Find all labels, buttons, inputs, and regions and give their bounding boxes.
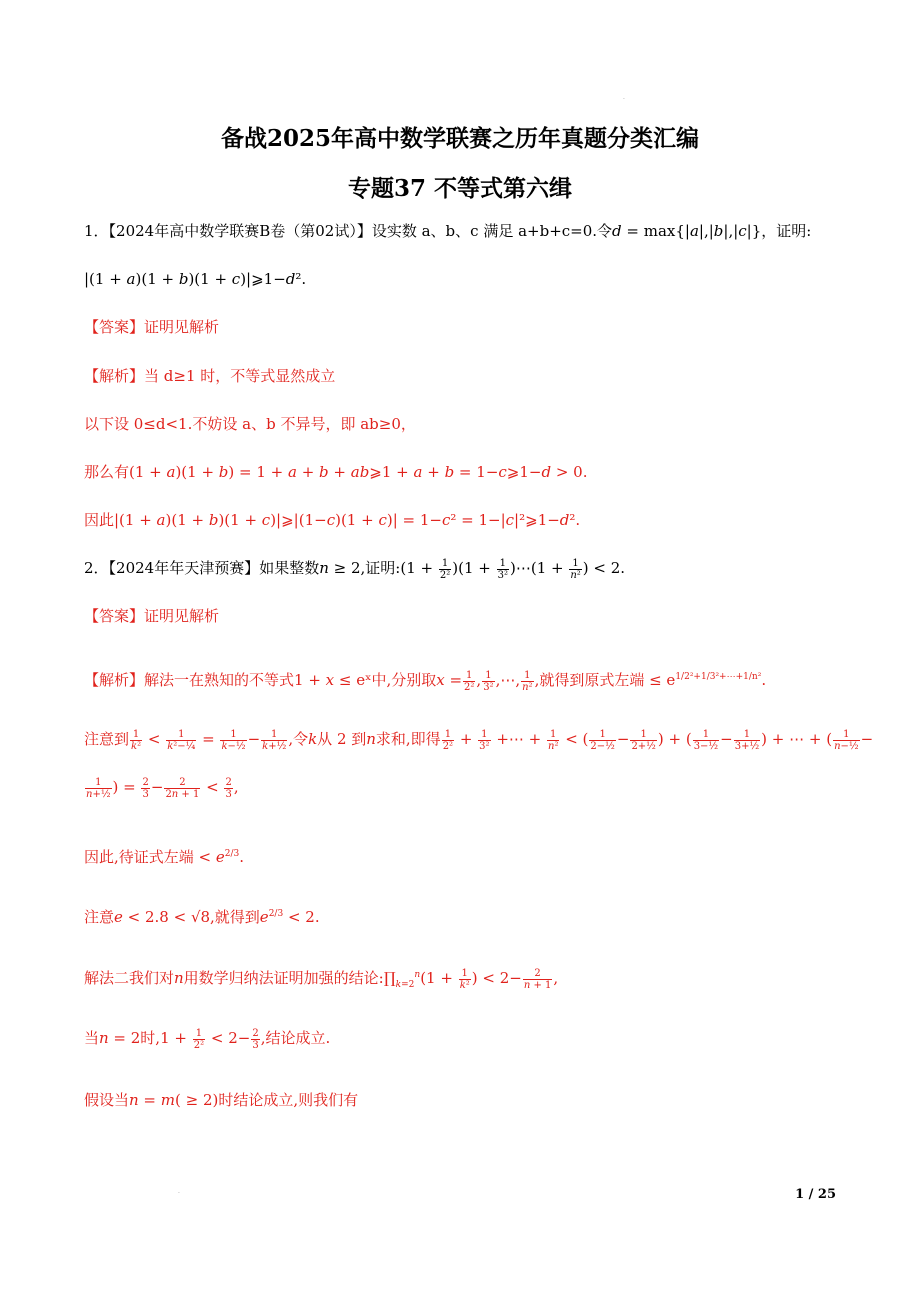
analysis-text: 当𝑛 = 2时,1 +	[84, 1029, 187, 1047]
analysis-text: 注意𝑒 < 2.8 < √8,就得到𝑒	[84, 908, 269, 926]
analysis-text: 因此,待证式左端 < 𝑒	[84, 848, 225, 866]
analysis-text: 解法二我们对𝑛用数学归纳法证明加强的结论:∏	[84, 969, 396, 987]
document-subtitle: 专题37 不等式第六缉	[347, 175, 572, 202]
analysis-tag: 【解析】	[84, 367, 145, 385]
problem-2-analysis-line-1: 【解析】解法一在熟知的不等式1 + 𝑥 ≤ eˣ中,分别取𝑥 = $\frac{1}{\text{2²}}$ , $\frac{1}{\text{3²}}$ ,⋯, $\frac{1}{\text{𝑛²}}$ ,就得到原式左端 ≤ $e^{1/2^2+1/3^2+\cdots+1/n^2}$.	[84, 669, 767, 693]
analysis-text: 解法一在熟知的不等式1 + 𝑥 ≤ eˣ中,分别取𝑥 =	[144, 671, 463, 689]
problem-source: 【2024年高中数学联赛B卷（第02试）】	[108, 222, 372, 240]
problem-2-analysis-line-3: $\frac{1}{\text{𝑛+½}}$ ) = $\frac{2}{3}$ − $\frac{2}{\text{2𝑛 + 1}}$ < $\frac{2}{3}$ ,	[86, 776, 239, 800]
analysis-text-tail: < 2.	[283, 908, 320, 926]
stray-dot: ·	[178, 1190, 180, 1197]
problem-2-answer	[84, 605, 219, 627]
problem-number: 1．	[84, 222, 109, 240]
problem-source: 【2024年年天津预赛】	[108, 559, 260, 577]
problem-2-analysis-line-6: 解法二我们对𝑛用数学归纳法证明加强的结论$:\prod_{𝑘=2}^𝑛(1$ + $\frac{1}{\text{𝑘²}}$ ) < 2− $\frac{2}{\text{𝑛 + 1}}$ ,	[84, 967, 559, 991]
problem-1-analysis-line-1	[84, 365, 335, 387]
problem-2-analysis-line-5: 注意𝑒 < 2.8 < √8,就得到𝑒$^{2/3}$ < 2.	[84, 908, 320, 926]
analysis-tag: 【解析】	[84, 671, 145, 689]
problem-1-answer	[84, 316, 219, 338]
stray-dot: ·	[623, 96, 625, 103]
analysis-text: 注意到	[84, 730, 130, 748]
problem-2-analysis-line-8: 假设当𝑛 = 𝑚( ≥ 2)时结论成立,则我们有	[84, 1091, 359, 1109]
document-title: 备战2025年高中数学联赛之历年真题分类汇编	[220, 125, 699, 152]
problem-1-statement	[84, 220, 811, 242]
analysis-text-mid: ,令𝑘从 2 到𝑛求和,即得	[288, 730, 441, 748]
analysis-text-tail: ,就得到原式左端 ≤ e	[534, 671, 676, 689]
problem-2-analysis-line-4: 因此,待证式左端 < 𝑒$^{2/3}$.	[84, 848, 245, 866]
answer-tag: 【答案】	[84, 607, 145, 625]
problem-1-analysis-line-3: 那么有(1 + 𝑎)(1 + 𝑏) = 1 + 𝑎 + 𝑏 + 𝑎𝑏⩾1 + 𝑎 + 𝑏 = 1−𝑐⩾1−𝑑 > 0.	[84, 463, 588, 481]
page-number: 1 / 25	[795, 1187, 836, 1202]
exponent-sum: 1/2²+1/3²+⋯+1/n²	[675, 672, 762, 682]
problem-2-statement	[84, 557, 625, 581]
answer-text: 证明见解析	[144, 607, 220, 625]
answer-text: 证明见解析	[144, 318, 220, 336]
problem-1-inequality: |(1 + 𝑎)(1 + 𝑏)(1 + 𝑐)|⩾1−𝑑².	[84, 270, 307, 288]
problem-text: 如果整数𝑛 ≥ 2,证明:	[259, 559, 401, 577]
analysis-text: 当 d≥1 时，不等式显然成立	[144, 367, 336, 385]
product-expression: (1 + $\frac{1}{\text{2²}}$ )(1 + $\frac{1}{\text{3²}}$ )⋯(1 + $\frac{1}{\text{𝑛²}}$ )	[400, 557, 594, 581]
problem-1-analysis-line-2: 以下设 0≤d<1.不妨设 a、b 不异号，即 ab≥0，	[84, 415, 416, 433]
problem-text-tail: < 2.	[593, 559, 626, 577]
answer-tag: 【答案】	[84, 318, 145, 336]
problem-text: 设实数 a、b、c 满足 a+b+c=0.令𝑑 = max{|𝑎|,|𝑏|,|𝑐|}，证明:	[371, 222, 812, 240]
problem-1-analysis-line-4: 因此|(1 + 𝑎)(1 + 𝑏)(1 + 𝑐)|⩾|(1−𝑐)(1 + 𝑐)| = 1−𝑐² = 1−|𝑐|²⩾1−𝑑².	[84, 511, 581, 529]
problem-2-analysis-line-2: 注意到 $\frac{1}{\text{𝑘²}}$ < $\frac{1}{\text{𝑘²−¼}}$ = $\frac{1}{\text{𝑘−½}}$ − $\frac{1}{\text{𝑘+½}}$ ,令𝑘从 2 到𝑛求和,即得 $\frac{1}{\text{2²}}$ + $\frac{1}{\text{3²}}$ +⋯ + $\frac{1}{\text{𝑛²}}$ < ( $\frac{1}{\text{2−½}}$ − $\frac{1}{\text{2+½}}$ ) + ( $\frac{1}{\text{3−½}}$ − $\frac{1}{\text{3+½}}$ ) + ⋯ + ( $\frac{1}{\text{𝑛−½}}$ −	[84, 728, 874, 752]
problem-number: 2．	[84, 559, 109, 577]
analysis-text-tail: 结论成立.	[265, 1029, 331, 1047]
problem-2-analysis-line-7: 当𝑛 = 2时,1 + $\frac{1}{\text{2²}}$ < 2− $\frac{2}{3}$ ,结论成立.	[84, 1027, 331, 1051]
